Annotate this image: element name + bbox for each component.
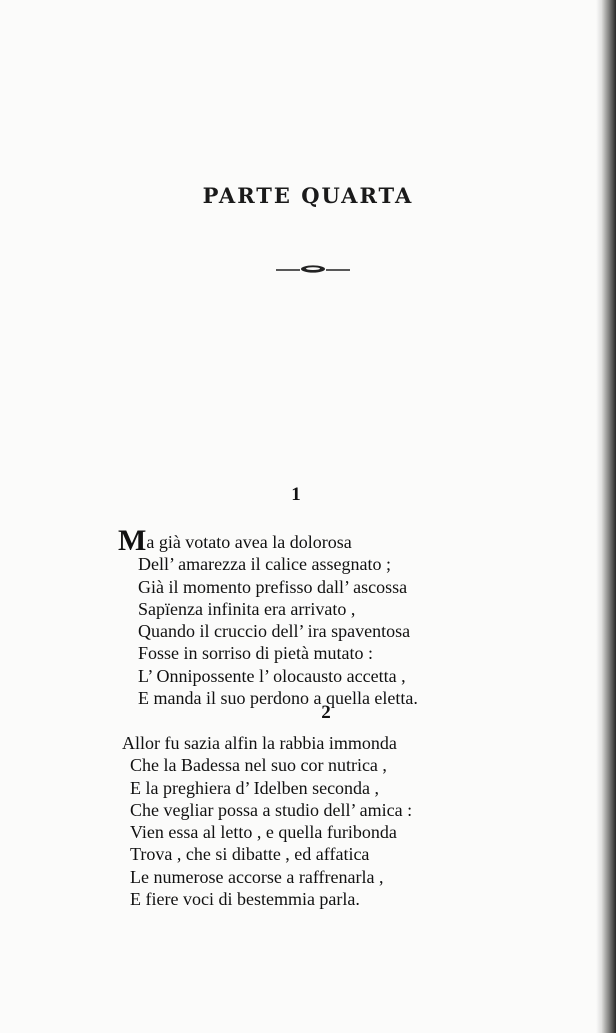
stanza-1-line-1-text: a già votato avea la dolorosa [146, 532, 352, 552]
stanza-1-line-8: E manda il suo perdono a quella eletta. [138, 688, 418, 709]
stanza-2-line-3: E la preghiera d’ Idelben seconda , [130, 777, 380, 798]
stanza-1-line-6: Fosse in sorriso di pietà mutato : [138, 643, 373, 664]
stanza-2-line-4: Che vegliar possa a studio dell’ amica : [130, 799, 413, 820]
stanza-1-line-2: Dell’ amarezza il calice assegnato ; [138, 554, 392, 575]
stanza-2 [122, 732, 412, 910]
stanza-2-line-5: Vien essa al letto , e quella furibonda [130, 822, 397, 843]
page-edge [602, 0, 616, 1033]
part-title: PARTE QUARTA [202, 183, 414, 208]
stanza-1-line-1 [118, 524, 418, 557]
stanza-number-1: 1 [291, 484, 301, 505]
stanza-1 [118, 524, 418, 709]
stanza-1-line-5: Quando il cruccio dell’ ira spaventosa [138, 621, 411, 642]
ornament-divider [276, 262, 350, 276]
stanza-2-line-7: Le numerose accorse a raffrenarla , [130, 866, 384, 887]
drop-cap: M [118, 524, 147, 557]
stanza-2-line-6: Trova , che si dibatte , ed affatica [130, 844, 370, 865]
stanza-2-line-1: Allor fu sazia alfin la rabbia immonda [122, 733, 397, 753]
stanza-1-line-3: Già il momento prefisso dall’ ascossa [138, 576, 408, 597]
stanza-1-line-4: Sapïenza infinita era arrivato , [138, 598, 356, 619]
stanza-number-2: 2 [321, 702, 331, 723]
stanza-1-line-7: L’ Onnipossente l’ olocausto accetta , [138, 665, 406, 686]
stanza-2-line-8: E fiere voci di bestemmia parla. [130, 889, 360, 910]
stanza-2-line-2: Che la Badessa nel suo cor nutrica , [130, 755, 387, 776]
